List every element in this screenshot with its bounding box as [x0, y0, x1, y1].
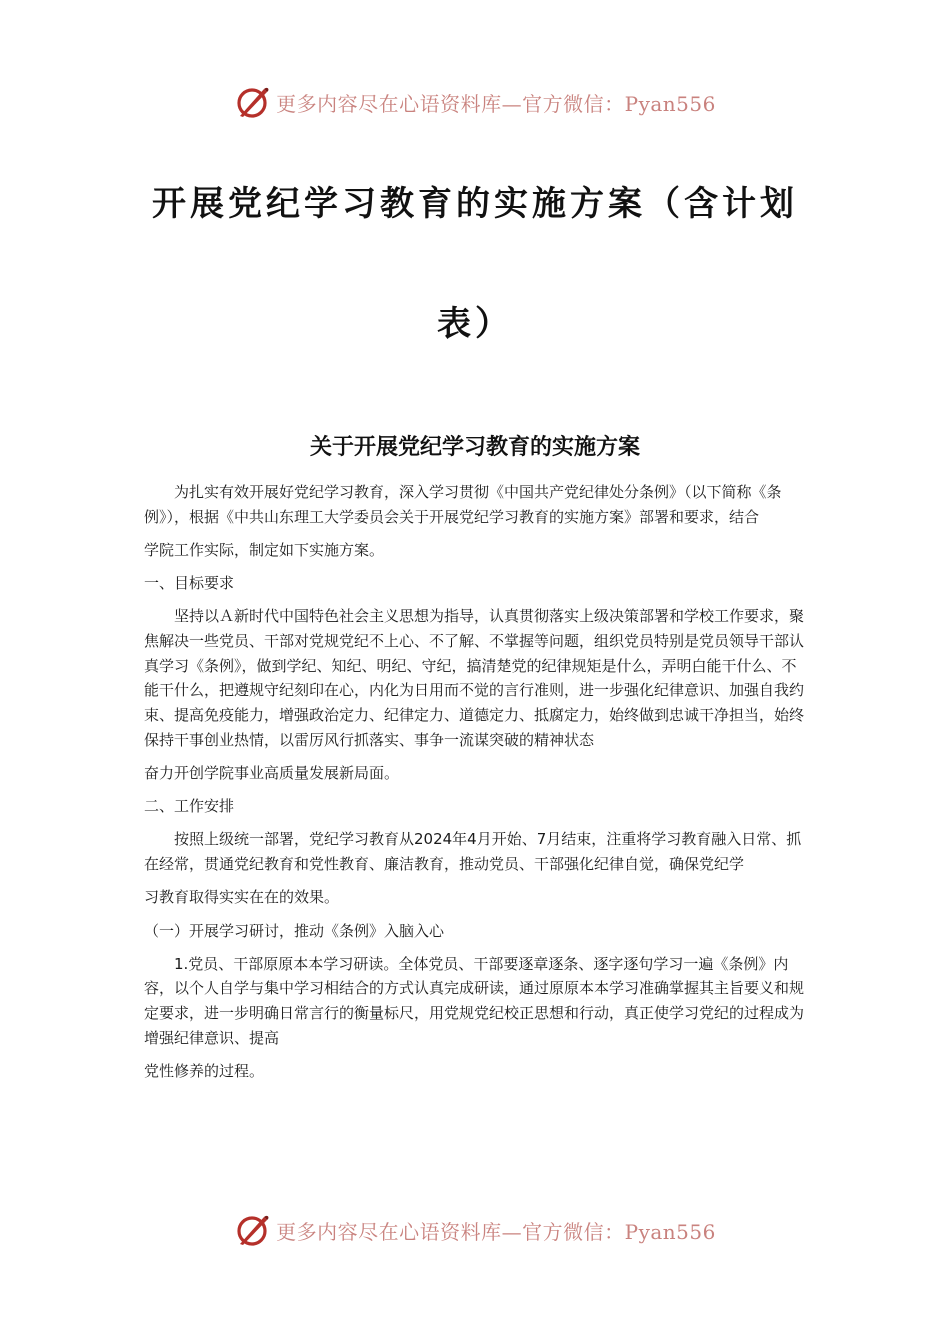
document-body: [144, 480, 806, 1084]
document-title-line-1: 开展党纪学习教育的实施方案（含计划: [152, 184, 798, 224]
paragraph-study-item-1-continued: 党性修养的过程。: [144, 1062, 265, 1081]
paragraph-study-item-1: 1.党员、干部原原本本学习研读。全体党员、干部要逐章逐条、逐字逐句学习一遍《条例》内容，以个人自学与集中学习相结合的方式认真完成研读，通过原原本本学习准确掌握其主旨要义和规定要求，进一步明确日常言行的衡量标尺，用党规党纪校正思想和行动，真正使学习党纪的过程成为增强纪律意识、提高: [144, 954, 805, 1047]
heading-goals: 一、目标要求: [144, 574, 235, 593]
heading-arrangements: 二、工作安排: [144, 797, 235, 816]
paragraph-intro: 为扎实有效开展好党纪学习教育，深入学习贯彻《中国共产党纪律处分条例》（以下简称《条例》），根据《中共山东理工大学委员会关于开展党纪学习教育的实施方案》部署和要求，结合: [144, 483, 782, 526]
watermark-banner-bottom: [0, 1210, 950, 1250]
paragraph-arrangements: 按照上级统一部署，党纪学习教育从2024年4月开始、7月结束，注重将学习教育融入日常、抓在经常，贯通党纪教育和党性教育、廉洁教育，推动党员、干部强化纪律自觉，确保党纪学: [144, 830, 802, 874]
paragraph-arrangements-continued: 习教育取得实实在在的效果。: [144, 888, 340, 907]
paragraph-goals-continued: 奋力开创学院事业高质量发展新局面。: [144, 764, 400, 783]
quill-logo-icon: [234, 1212, 270, 1248]
subheading-study: （一）开展学习研讨，推动《条例》入脑入心: [144, 921, 445, 940]
watermark-banner-top: [0, 82, 950, 122]
watermark-text: 更多内容尽在心语资料库—官方微信：Pyan556: [276, 91, 716, 116]
quill-logo-icon: [234, 84, 270, 120]
paragraph-intro-continued: 学院工作实际，制定如下实施方案。: [144, 540, 385, 559]
document-title-line-2: 表）: [437, 304, 513, 344]
paragraph-goals: 坚持以Ａ新时代中国特色社会主义思想为指导，认真贯彻落实上级决策部署和学校工作要求，聚焦解决一些党员、干部对党规党纪不上心、不了解、不掌握等问题，组织党员特别是党员领导干部认真学习《条例》，做到学纪、知纪、明纪、守纪，搞清楚党的纪律规矩是什么，弄明白能干什么、不能干什么，把遵规守纪刻印在心，内化为日用而不觉的言行准则，进一步强化纪律意识、加强自我约束、提高免疫能力，增强政治定力、纪律定力、道德定力、抵腐定力，始终做到忠诚干净担当，始终保持干事创业热情，以雷厉风行抓落实、事争一流谋突破的精神状态: [144, 607, 805, 749]
watermark-text: 更多内容尽在心语资料库—官方微信：Pyan556: [276, 1219, 716, 1244]
section-title: 关于开展党纪学习教育的实施方案: [309, 435, 640, 460]
